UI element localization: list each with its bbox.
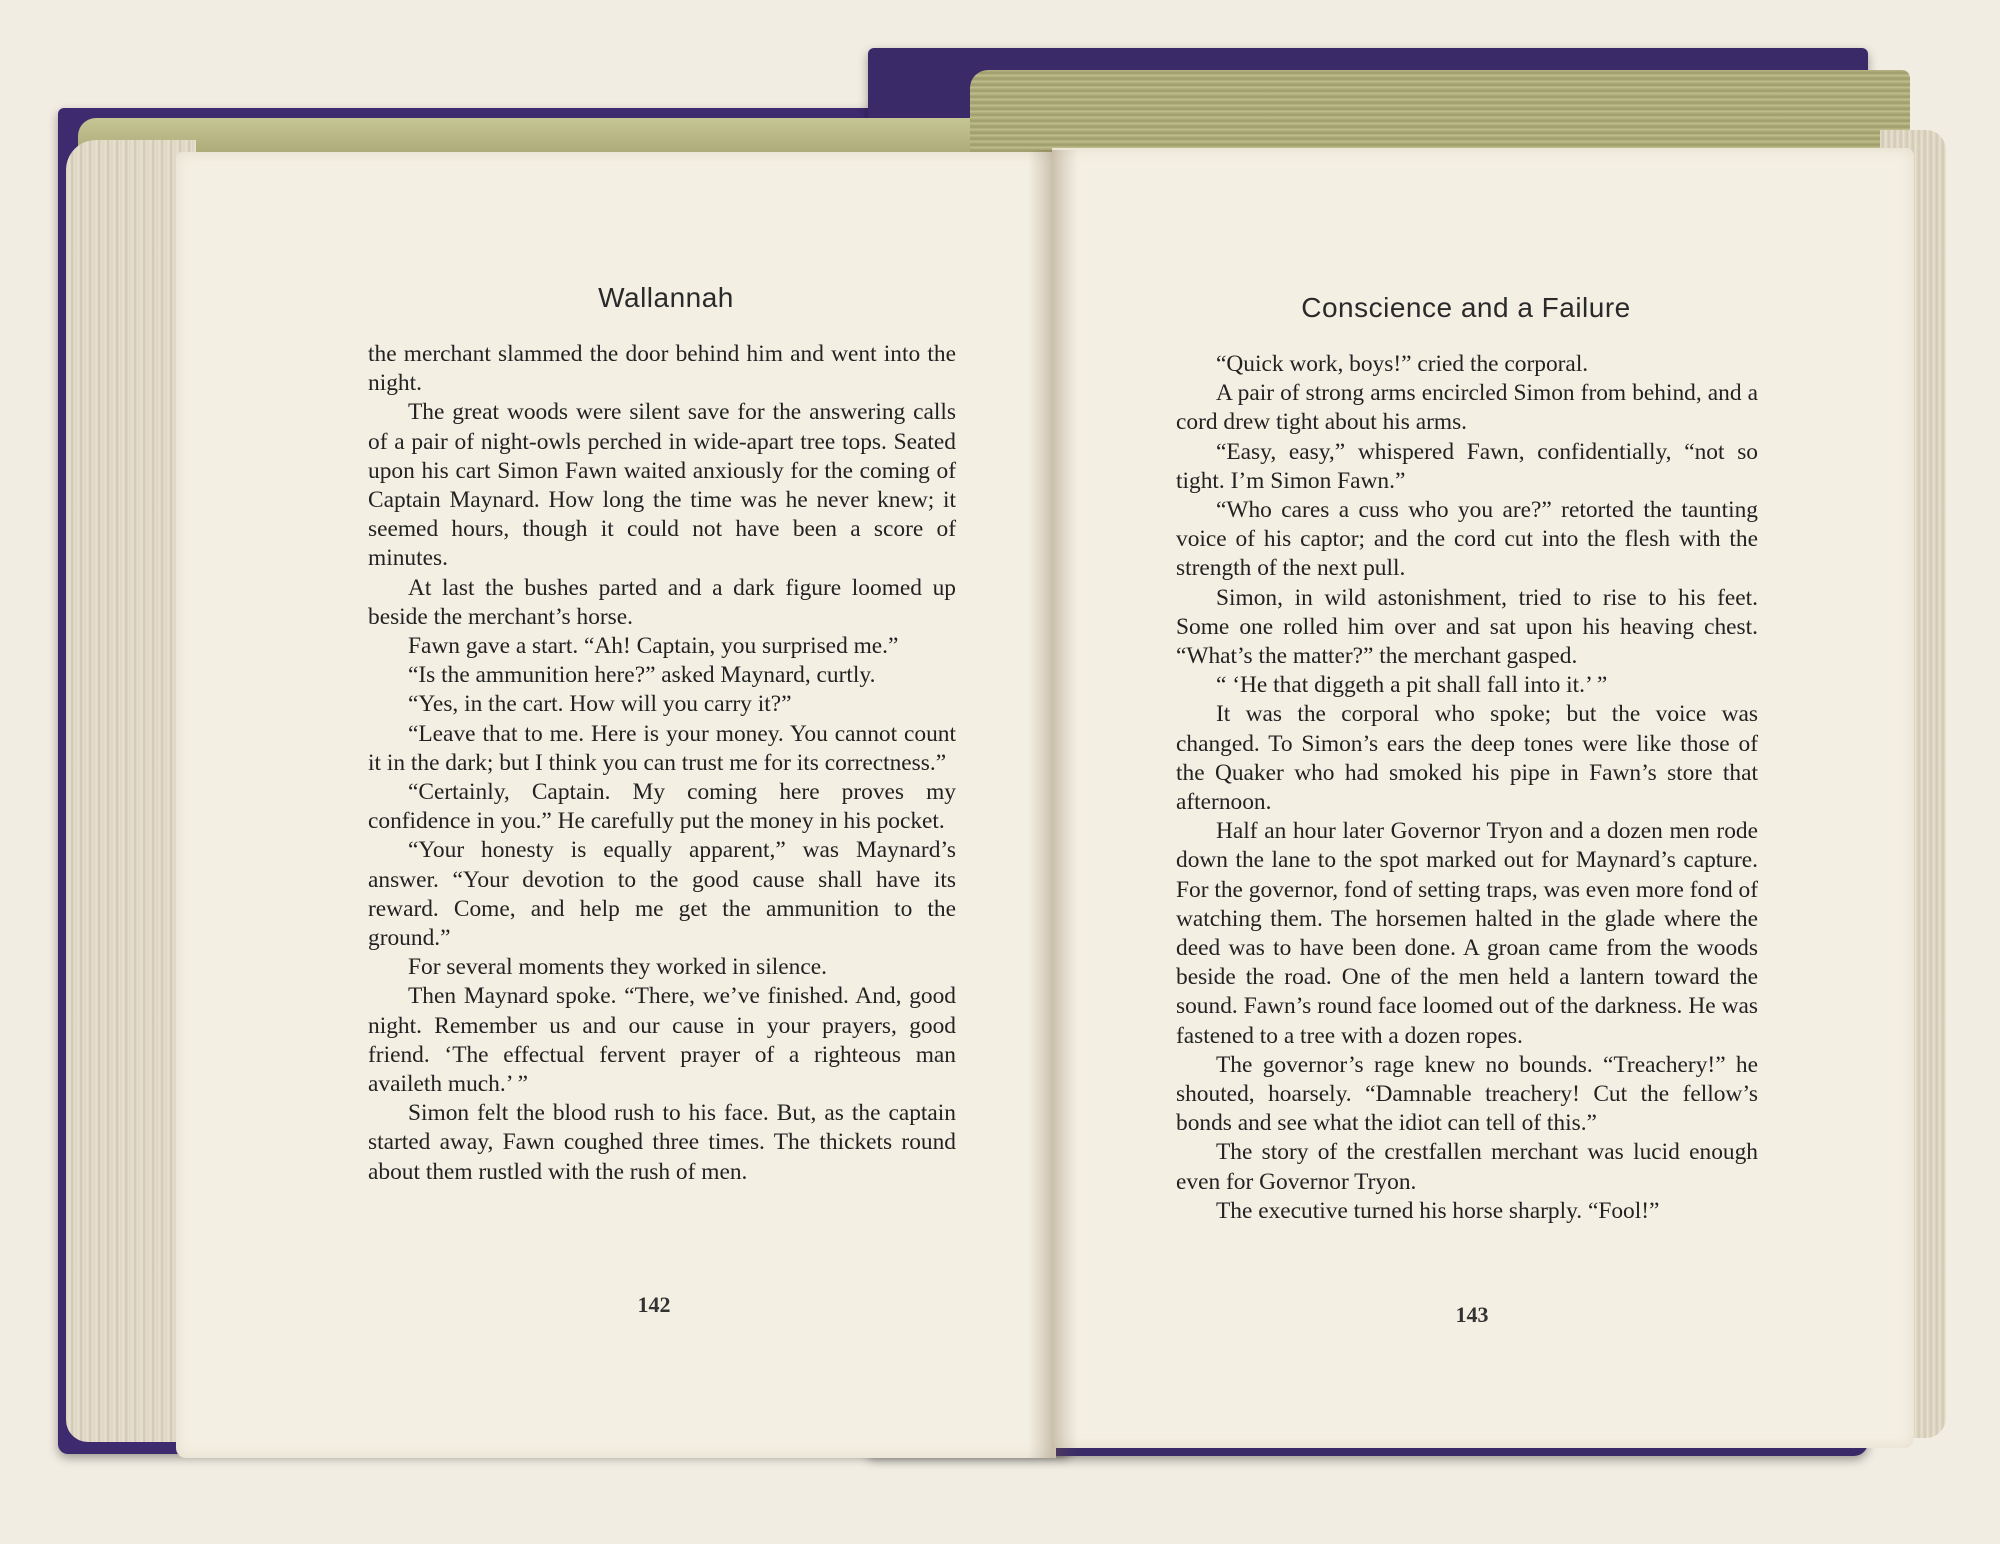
paragraph: For several moments they worked in silence. xyxy=(408,954,827,981)
left-page-text xyxy=(368,340,956,1187)
paragraph: The governor’s rage knew no bounds. “Treachery!” he shouted, hoarsely. “Damnable treachery! Cut the fellow’s bonds and see what the idiot can tell of this.” xyxy=(1176,1051,1758,1137)
right-page-number: 143 xyxy=(1455,1302,1489,1327)
paragraph: “ ‘He that diggeth a pit shall fall into it.’ ” xyxy=(1216,672,1608,699)
paragraph: “Who cares a cuss who you are?” retorted the taunting voice of his captor; and the cord cut into the flesh with the strength of the next pull. xyxy=(1176,497,1758,582)
paragraph: A pair of strong arms encircled Simon from behind, and a cord drew tight about his arms. xyxy=(1176,380,1758,436)
paragraph: “Leave that to me. Here is your money. You cannot count it in the dark; but I think you can trust me for its correctness.” xyxy=(368,720,956,776)
paragraph: The executive turned his horse sharply. “Fool!” xyxy=(1216,1197,1660,1224)
right-page-text xyxy=(1176,350,1758,1226)
gilt-page-edge-right xyxy=(970,70,1910,154)
paragraph: “Certainly, Captain. My coming here proves my confidence in you.” He carefully put the money in his pocket. xyxy=(368,779,956,835)
paragraph: “Yes, in the cart. How will you carry it?” xyxy=(408,691,792,718)
left-running-head: Wallannah xyxy=(598,282,734,313)
paragraph: The story of the crestfallen merchant was lucid enough even for Governor Tryon. xyxy=(1176,1139,1758,1195)
paragraph: Then Maynard spoke. “There, we’ve finished. And, good night. Remember us and our cause in your prayers, good friend. ‘The effectual fervent prayer of a righteous man availeth much.’ ” xyxy=(368,983,956,1098)
paragraph: “Is the ammunition here?” asked Maynard, curtly. xyxy=(408,662,876,689)
paragraph: Simon, in wild astonishment, tried to rise to his feet. Some one rolled him over and sat upon his heaving chest. “What’s the matter?” the merchant gasped. xyxy=(1176,584,1758,670)
paragraph: “Your honesty is equally apparent,” was Maynard’s answer. “Your devotion to the good cause shall have its reward. Come, and help me get the ammunition to the ground.” xyxy=(368,837,956,952)
paragraph: the merchant slammed the door behind him and went into the night. xyxy=(368,341,956,397)
paragraph: It was the corporal who spoke; but the voice was changed. To Simon’s ears the deep tones were like those of the Quaker who had smoked his pipe in Fawn’s store that afternoon. xyxy=(1176,701,1758,816)
paragraph: Simon felt the blood rush to his face. But, as the captain started away, Fawn coughed three times. The thickets round about them rustled with the rush of men. xyxy=(368,1100,956,1185)
paragraph: “Easy, easy,” whispered Fawn, confidentially, “not so tight. I’m Simon Fawn.” xyxy=(1176,438,1758,494)
right-running-head: Conscience and a Failure xyxy=(1301,292,1631,323)
paragraph: The great woods were silent save for the answering calls of a pair of night-owls perched in wide-apart tree tops. Seated upon his cart Simon Fawn waited anxiously for the coming of Captain Maynard. How long the time was he never knew; it seemed hours, though it could not have been a score of minutes. xyxy=(368,399,956,572)
paragraph: “Quick work, boys!” cried the corporal. xyxy=(1216,351,1589,377)
book-gutter xyxy=(1028,150,1078,1458)
paragraph: Half an hour later Governor Tryon and a dozen men rode down the lane to the spot marked out for Maynard’s capture. For the governor, fond of setting traps, was even more fond of watching them. The horsemen halted in the glade where the deed was to have been done. A groan came from the woods beside the road. One of the men held a lantern toward the sound. Fawn’s round face loomed out of the darkness. He was fastened to a tree with a dozen ropes. xyxy=(1176,818,1758,1049)
left-page-number: 142 xyxy=(637,1292,671,1317)
paragraph: At last the bushes parted and a dark figure loomed up beside the merchant’s horse. xyxy=(368,574,956,630)
paragraph: Fawn gave a start. “Ah! Captain, you surprised me.” xyxy=(408,633,899,660)
